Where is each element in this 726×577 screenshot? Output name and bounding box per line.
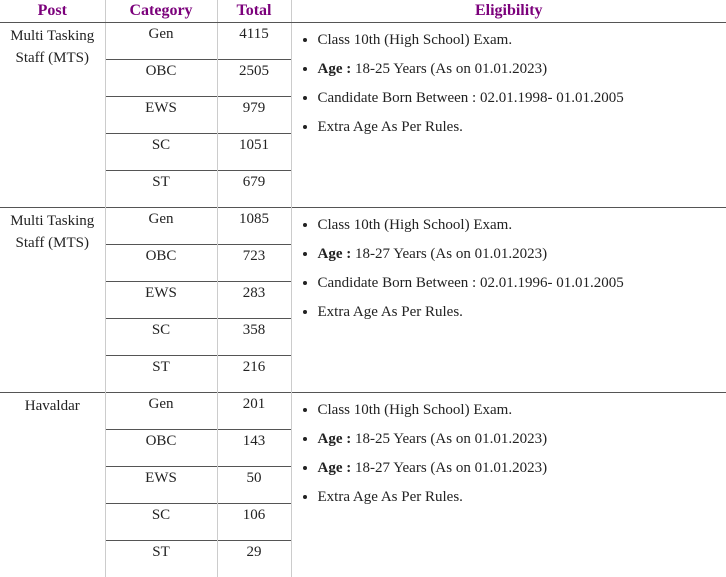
eligibility-item — [318, 425, 726, 454]
eligibility-list — [292, 393, 726, 512]
total-cell — [217, 171, 291, 208]
eligibility-item — [318, 84, 726, 113]
total-cell — [217, 393, 291, 430]
category-cell — [105, 208, 217, 245]
category-text: ST — [106, 171, 217, 191]
total-text: 358 — [218, 319, 291, 339]
eligibility-item — [318, 396, 726, 425]
header-eligibility: Eligibility — [291, 0, 726, 23]
eligibility-item — [318, 454, 726, 483]
header-total: Total — [217, 0, 291, 23]
eligibility-item — [318, 483, 726, 512]
category-cell — [105, 393, 217, 430]
total-text: 679 — [218, 171, 291, 191]
eligibility-text: Extra Age As Per Rules. — [318, 304, 463, 320]
total-text: 216 — [218, 356, 291, 376]
category-text: OBC — [106, 430, 217, 450]
category-text: SC — [106, 134, 217, 154]
post-cell: Multi Tasking Staff (MTS) — [0, 23, 105, 208]
category-cell — [105, 282, 217, 319]
table-row — [0, 23, 726, 60]
table-row — [0, 393, 726, 430]
category-text: ST — [106, 541, 217, 561]
category-cell — [105, 430, 217, 467]
header-post: Post — [0, 0, 105, 23]
eligibility-text: Class 10th (High School) Exam. — [318, 402, 513, 418]
category-cell — [105, 356, 217, 393]
total-text: 2505 — [218, 60, 291, 80]
eligibility-text: Candidate Born Between : 02.01.1996- 01.01.2005 — [318, 275, 624, 291]
total-cell — [217, 97, 291, 134]
category-cell — [105, 504, 217, 541]
post-cell: Multi Tasking Staff (MTS) — [0, 208, 105, 393]
eligibility-label: Age : — [318, 246, 352, 262]
eligibility-text: 18-27 Years (As on 01.01.2023) — [351, 460, 547, 476]
eligibility-text: Class 10th (High School) Exam. — [318, 217, 513, 233]
total-cell — [217, 23, 291, 60]
eligibility-item — [318, 55, 726, 84]
category-cell — [105, 541, 217, 577]
eligibility-text: Class 10th (High School) Exam. — [318, 32, 513, 48]
category-text: EWS — [106, 467, 217, 487]
header-category: Category — [105, 0, 217, 23]
total-cell — [217, 60, 291, 97]
eligibility-text: Candidate Born Between : 02.01.1998- 01.01.2005 — [318, 90, 624, 106]
total-cell — [217, 356, 291, 393]
eligibility-label: Age : — [318, 61, 352, 77]
eligibility-label: Age : — [318, 460, 352, 476]
total-text: 723 — [218, 245, 291, 265]
category-text: SC — [106, 504, 217, 524]
total-text: 50 — [218, 467, 291, 487]
header-row — [0, 0, 726, 23]
total-text: 201 — [218, 393, 291, 413]
total-cell — [217, 319, 291, 356]
category-cell — [105, 467, 217, 504]
total-cell — [217, 504, 291, 541]
category-text: EWS — [106, 97, 217, 117]
category-text: ST — [106, 356, 217, 376]
total-cell — [217, 430, 291, 467]
eligibility-text: 18-27 Years (As on 01.01.2023) — [351, 246, 547, 262]
table-body — [0, 23, 726, 577]
eligibility-item — [318, 211, 726, 240]
eligibility-text: Extra Age As Per Rules. — [318, 119, 463, 135]
total-text: 283 — [218, 282, 291, 302]
category-cell — [105, 245, 217, 282]
eligibility-text: 18-25 Years (As on 01.01.2023) — [351, 61, 547, 77]
eligibility-list — [292, 23, 726, 142]
eligibility-list — [292, 208, 726, 327]
total-text: 4115 — [218, 23, 291, 43]
total-cell — [217, 467, 291, 504]
category-cell — [105, 319, 217, 356]
category-cell — [105, 23, 217, 60]
post-cell: Havaldar — [0, 393, 105, 577]
category-cell — [105, 97, 217, 134]
total-text: 143 — [218, 430, 291, 450]
total-cell — [217, 134, 291, 171]
total-cell — [217, 541, 291, 577]
eligibility-item — [318, 298, 726, 327]
eligibility-cell — [291, 23, 726, 208]
eligibility-label: Age : — [318, 431, 352, 447]
eligibility-text: 18-25 Years (As on 01.01.2023) — [351, 431, 547, 447]
total-text: 979 — [218, 97, 291, 117]
total-text: 106 — [218, 504, 291, 524]
total-cell — [217, 282, 291, 319]
eligibility-cell — [291, 393, 726, 577]
total-text: 1085 — [218, 208, 291, 228]
category-text: EWS — [106, 282, 217, 302]
eligibility-item — [318, 26, 726, 55]
total-text: 29 — [218, 541, 291, 561]
eligibility-item — [318, 113, 726, 142]
category-text: Gen — [106, 393, 217, 413]
category-text: OBC — [106, 245, 217, 265]
category-text: SC — [106, 319, 217, 339]
category-cell — [105, 60, 217, 97]
eligibility-item — [318, 269, 726, 298]
total-cell — [217, 245, 291, 282]
category-text: OBC — [106, 60, 217, 80]
eligibility-item — [318, 240, 726, 269]
category-text: Gen — [106, 23, 217, 43]
total-text: 1051 — [218, 134, 291, 154]
total-cell — [217, 208, 291, 245]
category-cell — [105, 134, 217, 171]
eligibility-text: Extra Age As Per Rules. — [318, 489, 463, 505]
category-text: Gen — [106, 208, 217, 228]
table-row — [0, 208, 726, 245]
category-cell — [105, 171, 217, 208]
eligibility-cell — [291, 208, 726, 393]
